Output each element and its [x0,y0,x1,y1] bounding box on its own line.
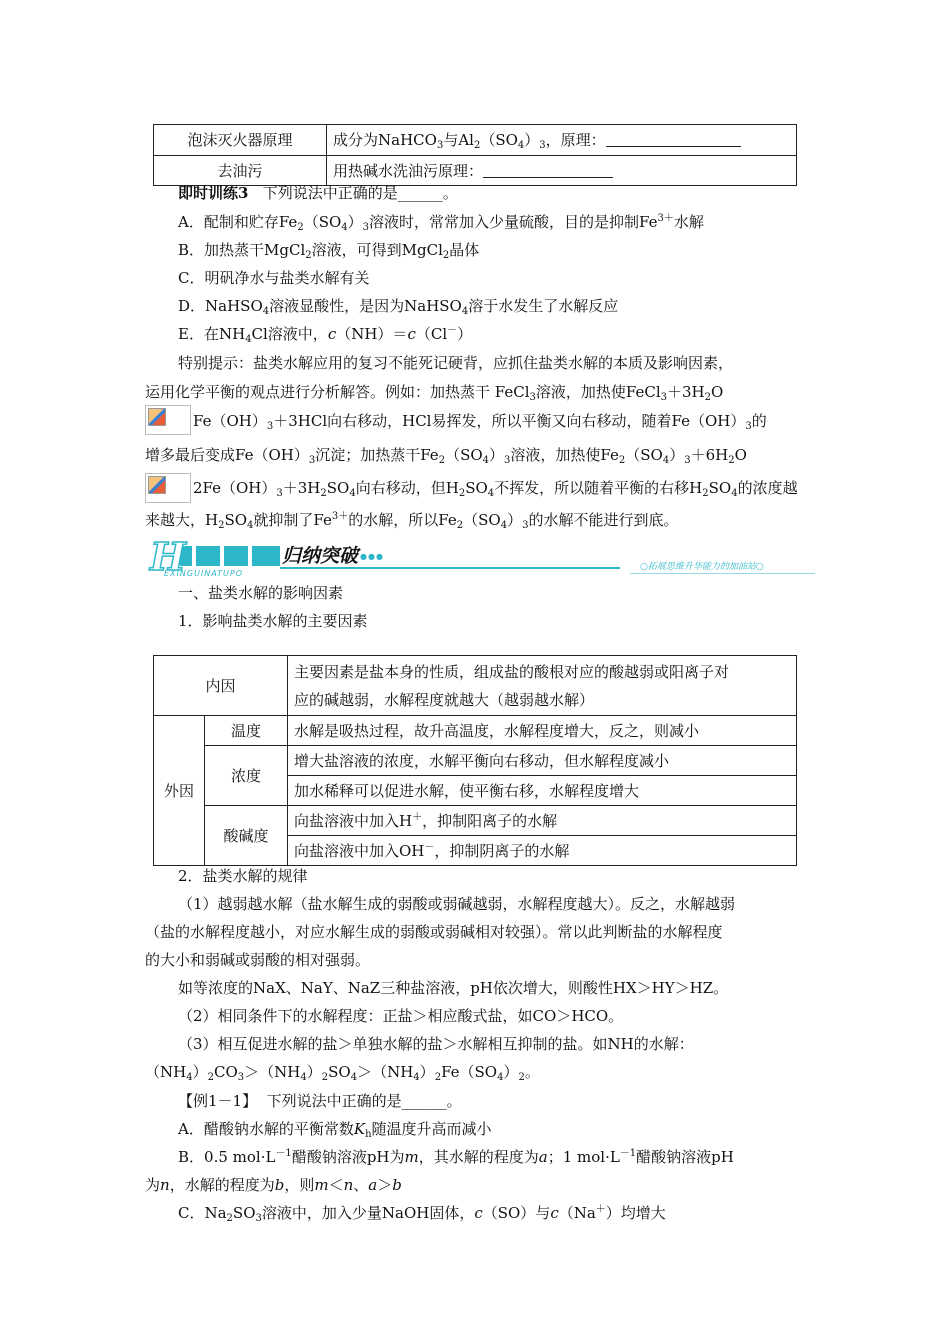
tip-line: 特别提示：盐类水解应用的复习不能死记硬背，应抓住盐类水解的本质及影响因素， [178,354,734,372]
section-banner [150,534,815,579]
inner-factor-label: 内因 [154,656,288,716]
paragraph-line: （1）越弱越水解（盐水解生成的弱酸或弱碱越弱，水解程度越大）。反之，水解越弱 [178,895,736,913]
concentration-text: 加水稀释可以促进水解，使平衡右移，水解程度增大 [288,776,797,806]
answer-blank [483,163,613,178]
exercise-heading: 即时训练3 下列说法中正确的是______。 [178,184,458,202]
example-heading: 【例1－1】 下列说法中正确的是______。 [178,1092,462,1110]
subsection-heading: 2．盐类水解的规律 [178,867,308,885]
concentration-label: 浓度 [205,746,288,806]
table-cell-content: 用热碱水洗油污原理： [327,156,797,186]
tip-line: $2Fe(OH)_3+3H_2SO_4$向右移动，但$H_2SO_4$不挥发，所以随着平衡的右移$H_2SO_4$的浓度越 [193,479,798,499]
application-table [153,124,797,186]
concentration-text: 增大盐溶液的浓度，水解平衡向右移动，但水解程度减小 [288,746,797,776]
table-cell-label: 泡沫灭火器原理 [154,125,327,156]
inner-factor-text: 主要因素是盐本身的性质，组成盐的酸根对应的酸越弱或阳离子对 应的碱越弱，水解程度就越大（越弱越水解） [288,656,797,716]
outer-factor-label: 外因 [154,716,205,866]
acidity-text: 向盐溶液中加入OH－，抑制阴离子的水解 [288,836,797,866]
acidity-label: 酸碱度 [205,806,288,866]
banner-slogan: ○拓展思维升华能力的加油站○ [640,562,764,572]
banner-pinyin: EXINGUINATUPO [164,569,244,578]
paragraph-line: （3）相互促进水解的盐＞单独水解的盐＞水解相互抑制的盐。如NH的水解： [178,1035,694,1053]
acidity-text: 向盐溶液中加入H＋，抑制阳离子的水解 [288,806,797,836]
temperature-label: 温度 [205,716,288,746]
tip-line: 运用化学平衡的观点进行分析解答。例如：加热蒸干 FeCl$_3$溶液，加热使$FeCl_3+3H_2O$ [145,383,724,403]
reversible-arrow-image [145,473,191,503]
paragraph-line: （盐的水解程度越小，对应水解生成的弱酸或弱碱相对较强）。常以此判断盐的水解程度 [145,923,723,941]
tip-line: 来越大，$H_2SO_4$就抑制了$Fe^{3+}$的水解，所以$Fe_2(SO_4)_3$的水解不能进行到底。 [145,511,679,531]
paragraph-line: $(NH_4)_2CO_3>(NH_4)_2SO_4>(NH_4)_2Fe(SO_4)_2$。 [145,1063,540,1083]
answer-blank [606,132,741,147]
option-b: B．加热蒸干MgCl$_2$溶液，可得到MgCl$_2$晶体 [178,241,480,261]
option-c: C．明矾净水与盐类水解有关 [178,269,370,287]
tip-line: 增多最后变成$Fe(OH)_3$沉淀；加热蒸干$Fe_2(SO_4)_3$溶液，加热使$Fe_2(SO_4)_3+6H_2O$ [145,446,747,466]
paragraph-line: （2）相同条件下的水解程度：正盐＞相应酸式盐，如CO＞HCO。 [178,1007,624,1025]
paragraph-line: 的大小和弱碱或弱酸的相对强弱。 [145,951,371,969]
temperature-text: 水解是吸热过程，故升高温度，水解程度增大，反之，则减小 [288,716,797,746]
option-d: D．NaHSO$_4$溶液显酸性，是因为NaHSO$_4$溶于水发生了水解反应 [178,297,619,317]
subsection-heading: 1．影响盐类水解的主要因素 [178,612,368,630]
example-option-b: B．0.5 $mol\cdot L^{-1}$醋酸钠溶液pH为m，其水解的程度为a；1 $mol\cdot L^{-1}$醋酸钠溶液pH [178,1148,734,1166]
table-cell-label: 去油污 [154,156,327,186]
tip-line: $Fe(OH)_3+3HCl$向右移动，HCl易挥发，所以平衡又向右移动，随着$Fe(OH)_3$的 [193,412,767,432]
reversible-arrow-image [145,405,191,435]
option-e: E．在$NH_4Cl$溶液中，c（NH）＝c（Cl－） [178,325,473,345]
option-a: A．配制和贮存$Fe_2(SO_4)_3$溶液时，常常加入少量硫酸，目的是抑制$Fe^{3+}$水解 [178,213,704,233]
banner-title: 归纳突破 [282,545,359,567]
banner-dots: ●●● [360,552,384,561]
example-option-b-cont: 为n，水解的程度为b，则m＜n、a＞b [145,1176,402,1194]
example-option-c: C．$Na_2SO_3$溶液中，加入少量NaOH固体，c（SO）与c（Na＋）均增大 [178,1204,666,1224]
table-cell-content: 成分为NaHCO$_3$与$Al_2(SO_4)_3$，原理： [327,125,797,156]
example-option-a: A．醋酸钠水解的平衡常数$K_h$随温度升高而减小 [178,1120,492,1140]
paragraph-line: 如等浓度的NaX、NaY、NaZ三种盐溶液，pH依次增大，则酸性HX＞HY＞HZ。 [178,979,729,997]
section-heading: 一、盐类水解的影响因素 [178,584,344,602]
factors-table [153,655,797,866]
banner-letter: H [150,534,186,579]
